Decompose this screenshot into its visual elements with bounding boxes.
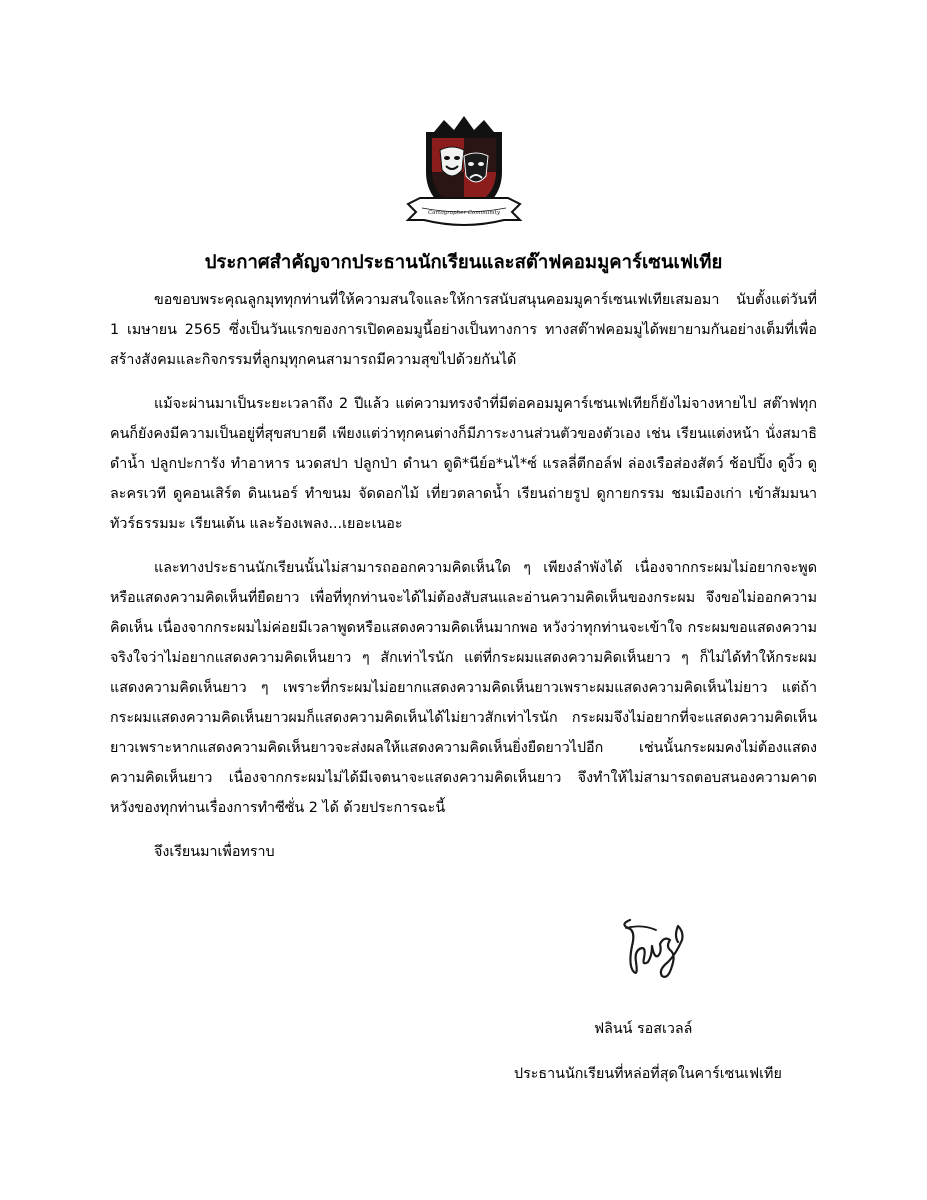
signer-title: ประธานนักเรียนที่หล่อที่สุดในคาร์เซนเฟเทีย	[514, 1066, 782, 1082]
closing-line: จึงเรียนมาเพื่อทราบ	[154, 844, 275, 860]
announcement-body	[110, 285, 817, 867]
handwritten-signature-icon	[612, 906, 692, 986]
announcement-title: ประกาศสำคัญจากประธานนักเรียนและสต๊าฟคอมมูคาร์เซนเฟเทีย	[204, 252, 723, 273]
paragraph-president-statement: และทางประธานนักเรียนนั้นไม่สามารถออกความคิดเห็นใด ๆ เพียงลำพังได้ เนื่องจากกระผมไม่อยากจะพูดหรือแสดงความคิดเห็นที่ยืดยาว เพื่อที่ทุกท่านจะได้ไม่ต้องสับสนและอ่านความคิดเห็นของกระผม จึงขอไม่ออกความคิดเห็น เนื่องจากกระผมไม่ค่อยมีเวลาพูดหรือแสดงความคิดเห็นมากพอ หวังว่าทุกท่านจะเข้าใจ กระผมขอแสดงความจริงใจว่าไม่อยากแสดงความคิดเห็นยาว ๆ สักเท่าไรนัก แต่ที่กระผมแสดงความคิดเห็นยาว ๆ ก็ไม่ได้ทำให้กระผมแสดงความคิดเห็นยาว ๆ เพราะที่กระผมไม่อยากแสดงความคิดเห็นยาวเพราะผมแสดงความคิดเห็นไม่ยาว แต่ถ้ากระผมแสดงความคิดเห็นยาวผมก็แสดงความคิดเห็นได้ไม่ยาวสักเท่าไรนัก กระผมจึงไม่อยากที่จะแสดงความคิดเห็นยาวเพราะหากแสดงความคิดเห็นยาวจะส่งผลให้แสดงความคิดเห็นยิ่งยืดยาวไปอีก เช่นนั้นกระผมคงไม่ต้องแสดงความคิดเห็นยาว เนื่องจากกระผมไม่ได้มีเจตนาจะแสดงความคิดเห็นยาว จึงทำให้ไม่สามารถตอบสนองความคาดหวังของทุกท่านเรื่องการทำซีซั่น 2 ได้ ด้วยประการฉะนี้	[110, 560, 817, 816]
theater-masks-crest-icon	[404, 112, 524, 232]
signer-name: ฟลินน์ รอสเวลล์	[594, 1021, 693, 1037]
svg-text:Cartographer Community: Cartographer Community	[428, 210, 500, 216]
paragraph-intro: ขอขอบพระคุณลูกมุททุกท่านที่ให้ความสนใจและให้การสนับสนุนคอมมูคาร์เซนเฟเทียเสมอมา นับตั้งแต่วันที่ 1 เมษายน 2565 ซึ่งเป็นวันแรกของการเปิดคอมมูนี้อย่างเป็นทางการ ทางสต๊าฟคอมมูได้พยายามกันอย่างเต็มที่เพื่อสร้างสังคมและกิจกรรมที่ลูกมุทุกคนสามารถมีความสุขไปด้วยกันได้	[110, 292, 817, 368]
paragraph-staff-activities: แม้จะผ่านมาเป็นระยะเวลาถึง 2 ปีแล้ว แต่ความทรงจำที่มีต่อคอมมูคาร์เซนเฟเทียก็ยังไม่จางหายไป สต๊าฟทุกคนก็ยังคงมีความเป็นอยู่ที่สุขสบายดี เพียงแต่ว่าทุกคนต่างก็มีภาระงานส่วนตัวของตัวเอง เช่น เรียนแต่งหน้า นั่งสมาธิ ดำน้ำ ปลูกปะการัง ทำอาหาร นวดสปา ปลูกป่า ดำนา ดูดิ*นีย์อ*นไ*ซ์ แรลลี่ตีกอล์ฟ ล่องเรือส่องสัตว์ ช้อปปิ้ง ดูงิ้ว ดูละครเวที ดูคอนเสิร์ต ดินเนอร์ ทำขนม จัดดอกไม้ เที่ยวตลาดน้ำ เรียนถ่ายรูป ดูกายกรรม ชมเมืองเก่า เข้าสัมมนา ทัวร์ธรรมมะ เรียนเต้น และร้องเพลง...เยอะเนอะ	[110, 396, 817, 532]
